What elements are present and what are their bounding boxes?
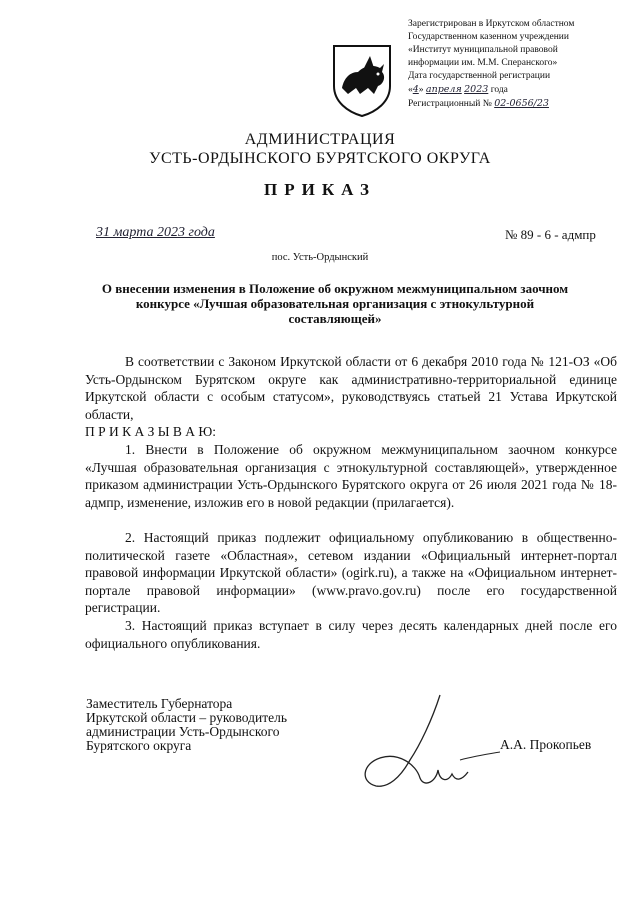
- order-item-1: 1. Внести в Положение об окружном межмуниципальном заочном конкурсе «Лучшая образовательная организация с этнокультурной составляющей», утвержденное приказом администрации Усть-Ордынского Бурятского округа от 26 июля 2021 года № 18-адмпр, изменение, изложив его в новой редакции (прилагается).: [85, 442, 617, 510]
- signer-title-line: Бурятского округа: [86, 738, 192, 753]
- handwritten-signature-icon: [340, 690, 500, 800]
- order-item-3: 3. Настоящий приказ вступает в силу через десять календарных дней после его официального опубликования.: [85, 618, 617, 651]
- order-item-2: 2. Настоящий приказ подлежит официальному опубликованию в общественно-политической газете «Областная», сетевом издании «Официальный интернет-портал правовой информации Иркутской области» (ogirk.ru), а также на «Официальном интернет-портале правовой информации» (www.pravo.gov.ru) после его государственной регистрации.: [85, 530, 617, 615]
- registration-line: Зарегистрирован в Иркутском областном: [408, 19, 575, 29]
- order-date: 31 марта 2023 года: [96, 225, 215, 240]
- preamble-paragraph: В соответствии с Законом Иркутской области от 6 декабря 2010 года № 121-ОЗ «Об Усть-Ордынском Бурятском округе как административно-территориальной единице Иркутской области с особым статусом», руководствуясь статьей 21 Устава Иркутской области,: [85, 354, 617, 422]
- registration-line: Государственном казенном учреждении: [408, 32, 569, 42]
- registration-number: 02-0656/23: [494, 98, 549, 109]
- registration-number-line: [408, 97, 618, 111]
- registration-number-label: Регистрационный №: [408, 99, 492, 109]
- signer-title-line: администрации Усть-Ордынского: [86, 724, 280, 739]
- order-subject: О внесении изменения в Положение об окружном межмуниципальном заочном конкурсе «Лучшая образовательная организация с этнокультурной составляющей»: [101, 281, 569, 326]
- order-place: пос. Усть-Ордынский: [271, 252, 369, 263]
- registration-day: 4: [412, 84, 419, 95]
- order-number: № 89 - 6 - адмпр: [505, 227, 596, 242]
- signer-name: А.А. Прокопьев: [500, 737, 592, 752]
- order-word: П Р И К А З Ы В А Ю:: [85, 424, 217, 439]
- coat-of-arms-icon: [330, 42, 394, 118]
- signer-title-line: Иркутской области – руководитель: [86, 710, 287, 725]
- registration-stamp: [408, 18, 618, 111]
- registration-line: Дата государственной регистрации: [408, 71, 551, 81]
- document-type: ПРИКАЗ: [264, 180, 376, 199]
- registration-year-suffix: года: [490, 85, 508, 95]
- registration-date: «4» апреля 2023 года: [408, 84, 508, 95]
- registration-year: 2023: [464, 84, 489, 95]
- registration-line: «Институт муниципальной правовой: [408, 45, 558, 55]
- registration-month: апреля: [425, 84, 462, 95]
- signer-title: [86, 697, 346, 753]
- org-name-line1: АДМИНИСТРАЦИЯ: [244, 131, 396, 148]
- org-name-line2: УСТЬ-ОРДЫНСКОГО БУРЯТСКОГО ОКРУГА: [149, 150, 491, 167]
- registration-line: информации им. М.М. Сперанского»: [408, 58, 558, 68]
- signer-title-line: Заместитель Губернатора: [86, 696, 233, 711]
